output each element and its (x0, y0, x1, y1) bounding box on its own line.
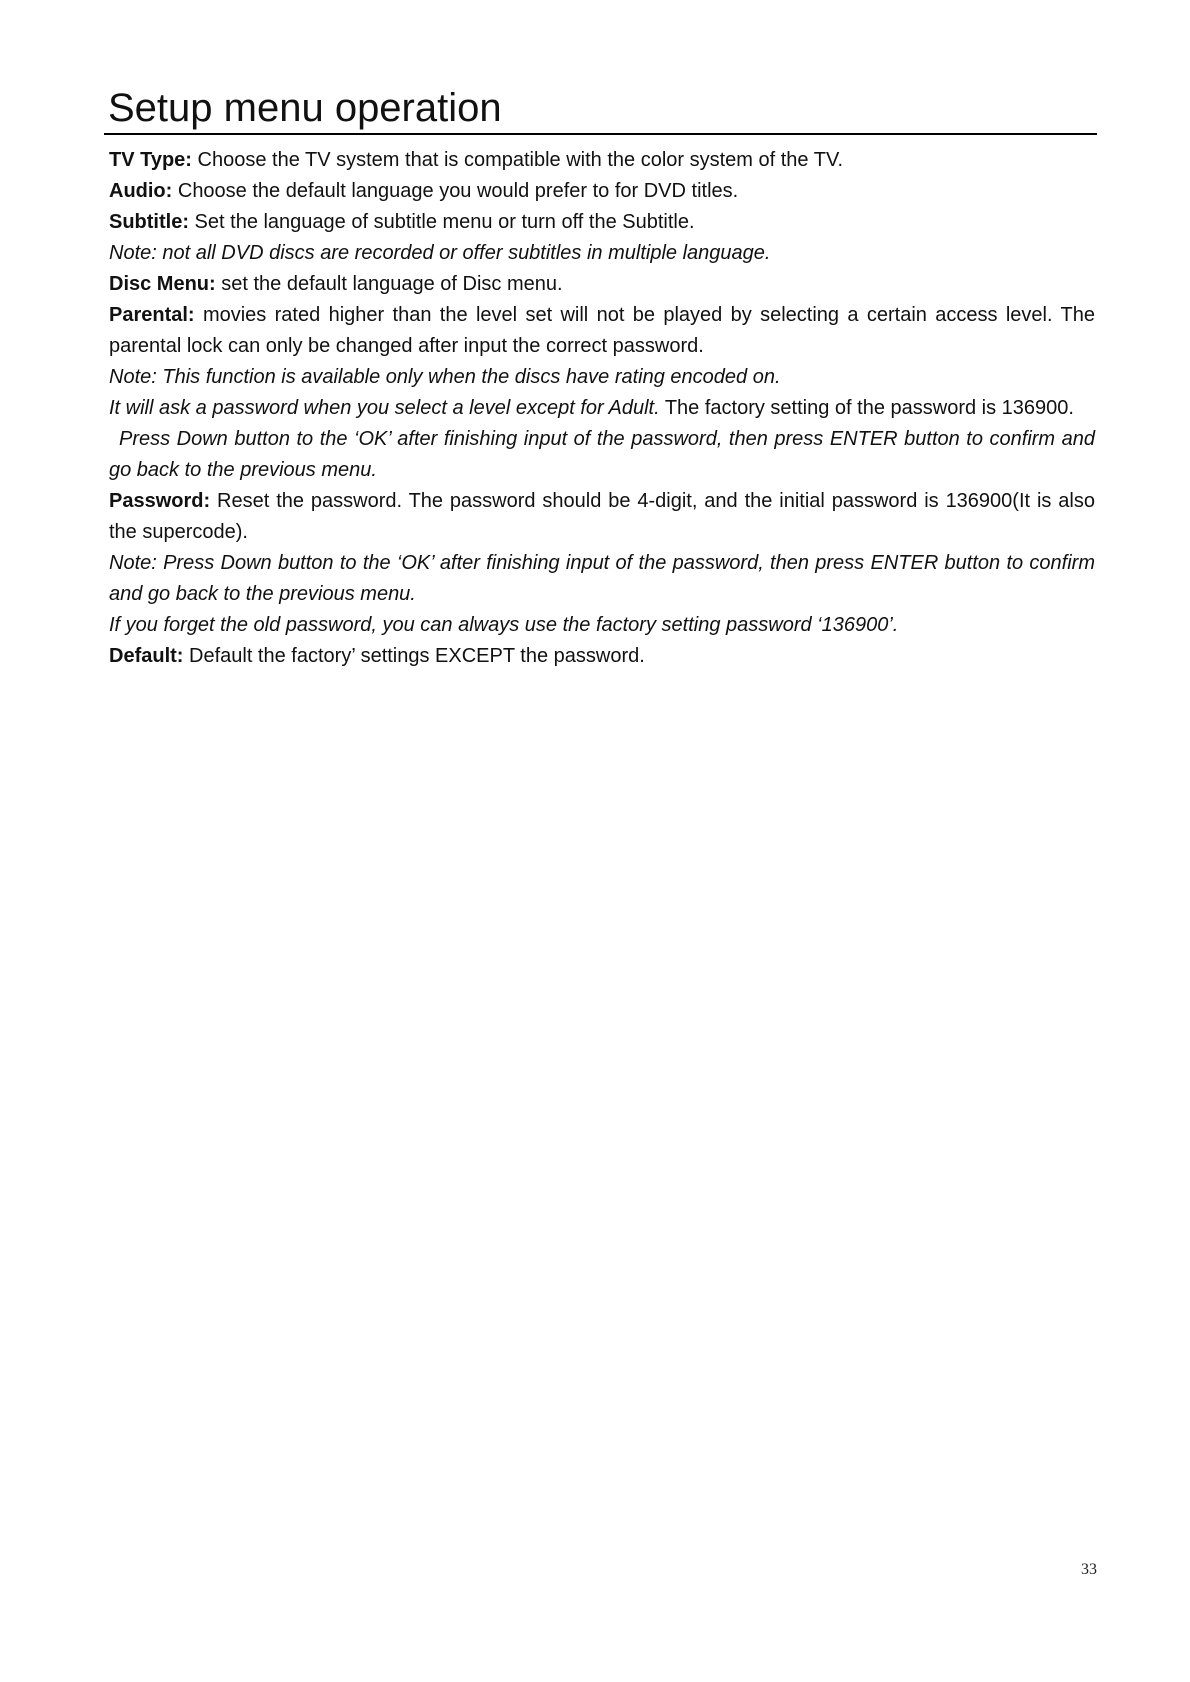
audio-paragraph (109, 176, 1095, 207)
subtitle-note (109, 238, 1095, 269)
default-term: Default: (109, 645, 184, 667)
parental-press-text: Press Down button to the ‘OK’ after finishing input of the password, then press ENTER button to confirm and go back to the previous menu. (109, 428, 1095, 481)
password-note (109, 548, 1095, 610)
parental-ask-italic: It will ask a password when you select a level except for Adult. (109, 397, 660, 419)
password-forget-text: If you forget the old password, you can always use the factory setting password ‘136900’. (109, 614, 899, 636)
tv-type-paragraph (109, 145, 1095, 176)
subtitle-paragraph (109, 207, 1095, 238)
disc-menu-paragraph (109, 269, 1095, 300)
parental-ask-paragraph (109, 393, 1095, 424)
subtitle-term: Subtitle: (109, 211, 189, 233)
password-note-text: Note: Press Down button to the ‘OK’ after finishing input of the password, then press ENTER button to confirm and go back to the previous menu. (109, 552, 1095, 605)
title-divider (104, 133, 1097, 135)
parental-term: Parental: (109, 304, 195, 326)
audio-text: Choose the default language you would prefer to for DVD titles. (172, 180, 739, 202)
parental-ask-text: The factory setting of the password is 136900. (659, 397, 1074, 419)
password-term: Password: (109, 490, 211, 512)
audio-term: Audio: (109, 180, 173, 202)
parental-paragraph (109, 300, 1095, 362)
password-forget-paragraph (109, 610, 1095, 641)
tv-type-term: TV Type: (109, 149, 192, 171)
parental-note (109, 362, 1095, 393)
default-paragraph (109, 641, 1095, 672)
tv-type-text: Choose the TV system that is compatible with the color system of the TV. (191, 149, 844, 171)
parental-text: movies rated higher than the level set will not be played by selecting a certain access level. The parental lock can only be changed after input the correct password. (109, 304, 1095, 357)
parental-press-paragraph (109, 424, 1095, 486)
disc-menu-text: set the default language of Disc menu. (215, 273, 563, 295)
page-number: 33 (1081, 1561, 1097, 1578)
page-title: Setup menu operation (108, 86, 502, 130)
disc-menu-term: Disc Menu: (109, 273, 216, 295)
parental-note-text: Note: This function is available only when the discs have rating encoded on. (109, 366, 781, 388)
document-body (109, 145, 1095, 672)
subtitle-note-text: Note: not all DVD discs are recorded or offer subtitles in multiple language. (109, 242, 771, 264)
default-text: Default the factory’ settings EXCEPT the password. (183, 645, 645, 667)
password-text: Reset the password. The password should be 4-digit, and the initial password is 136900(It is also the supercode). (109, 490, 1095, 543)
subtitle-text: Set the language of subtitle menu or turn off the Subtitle. (189, 211, 695, 233)
password-paragraph (109, 486, 1095, 548)
